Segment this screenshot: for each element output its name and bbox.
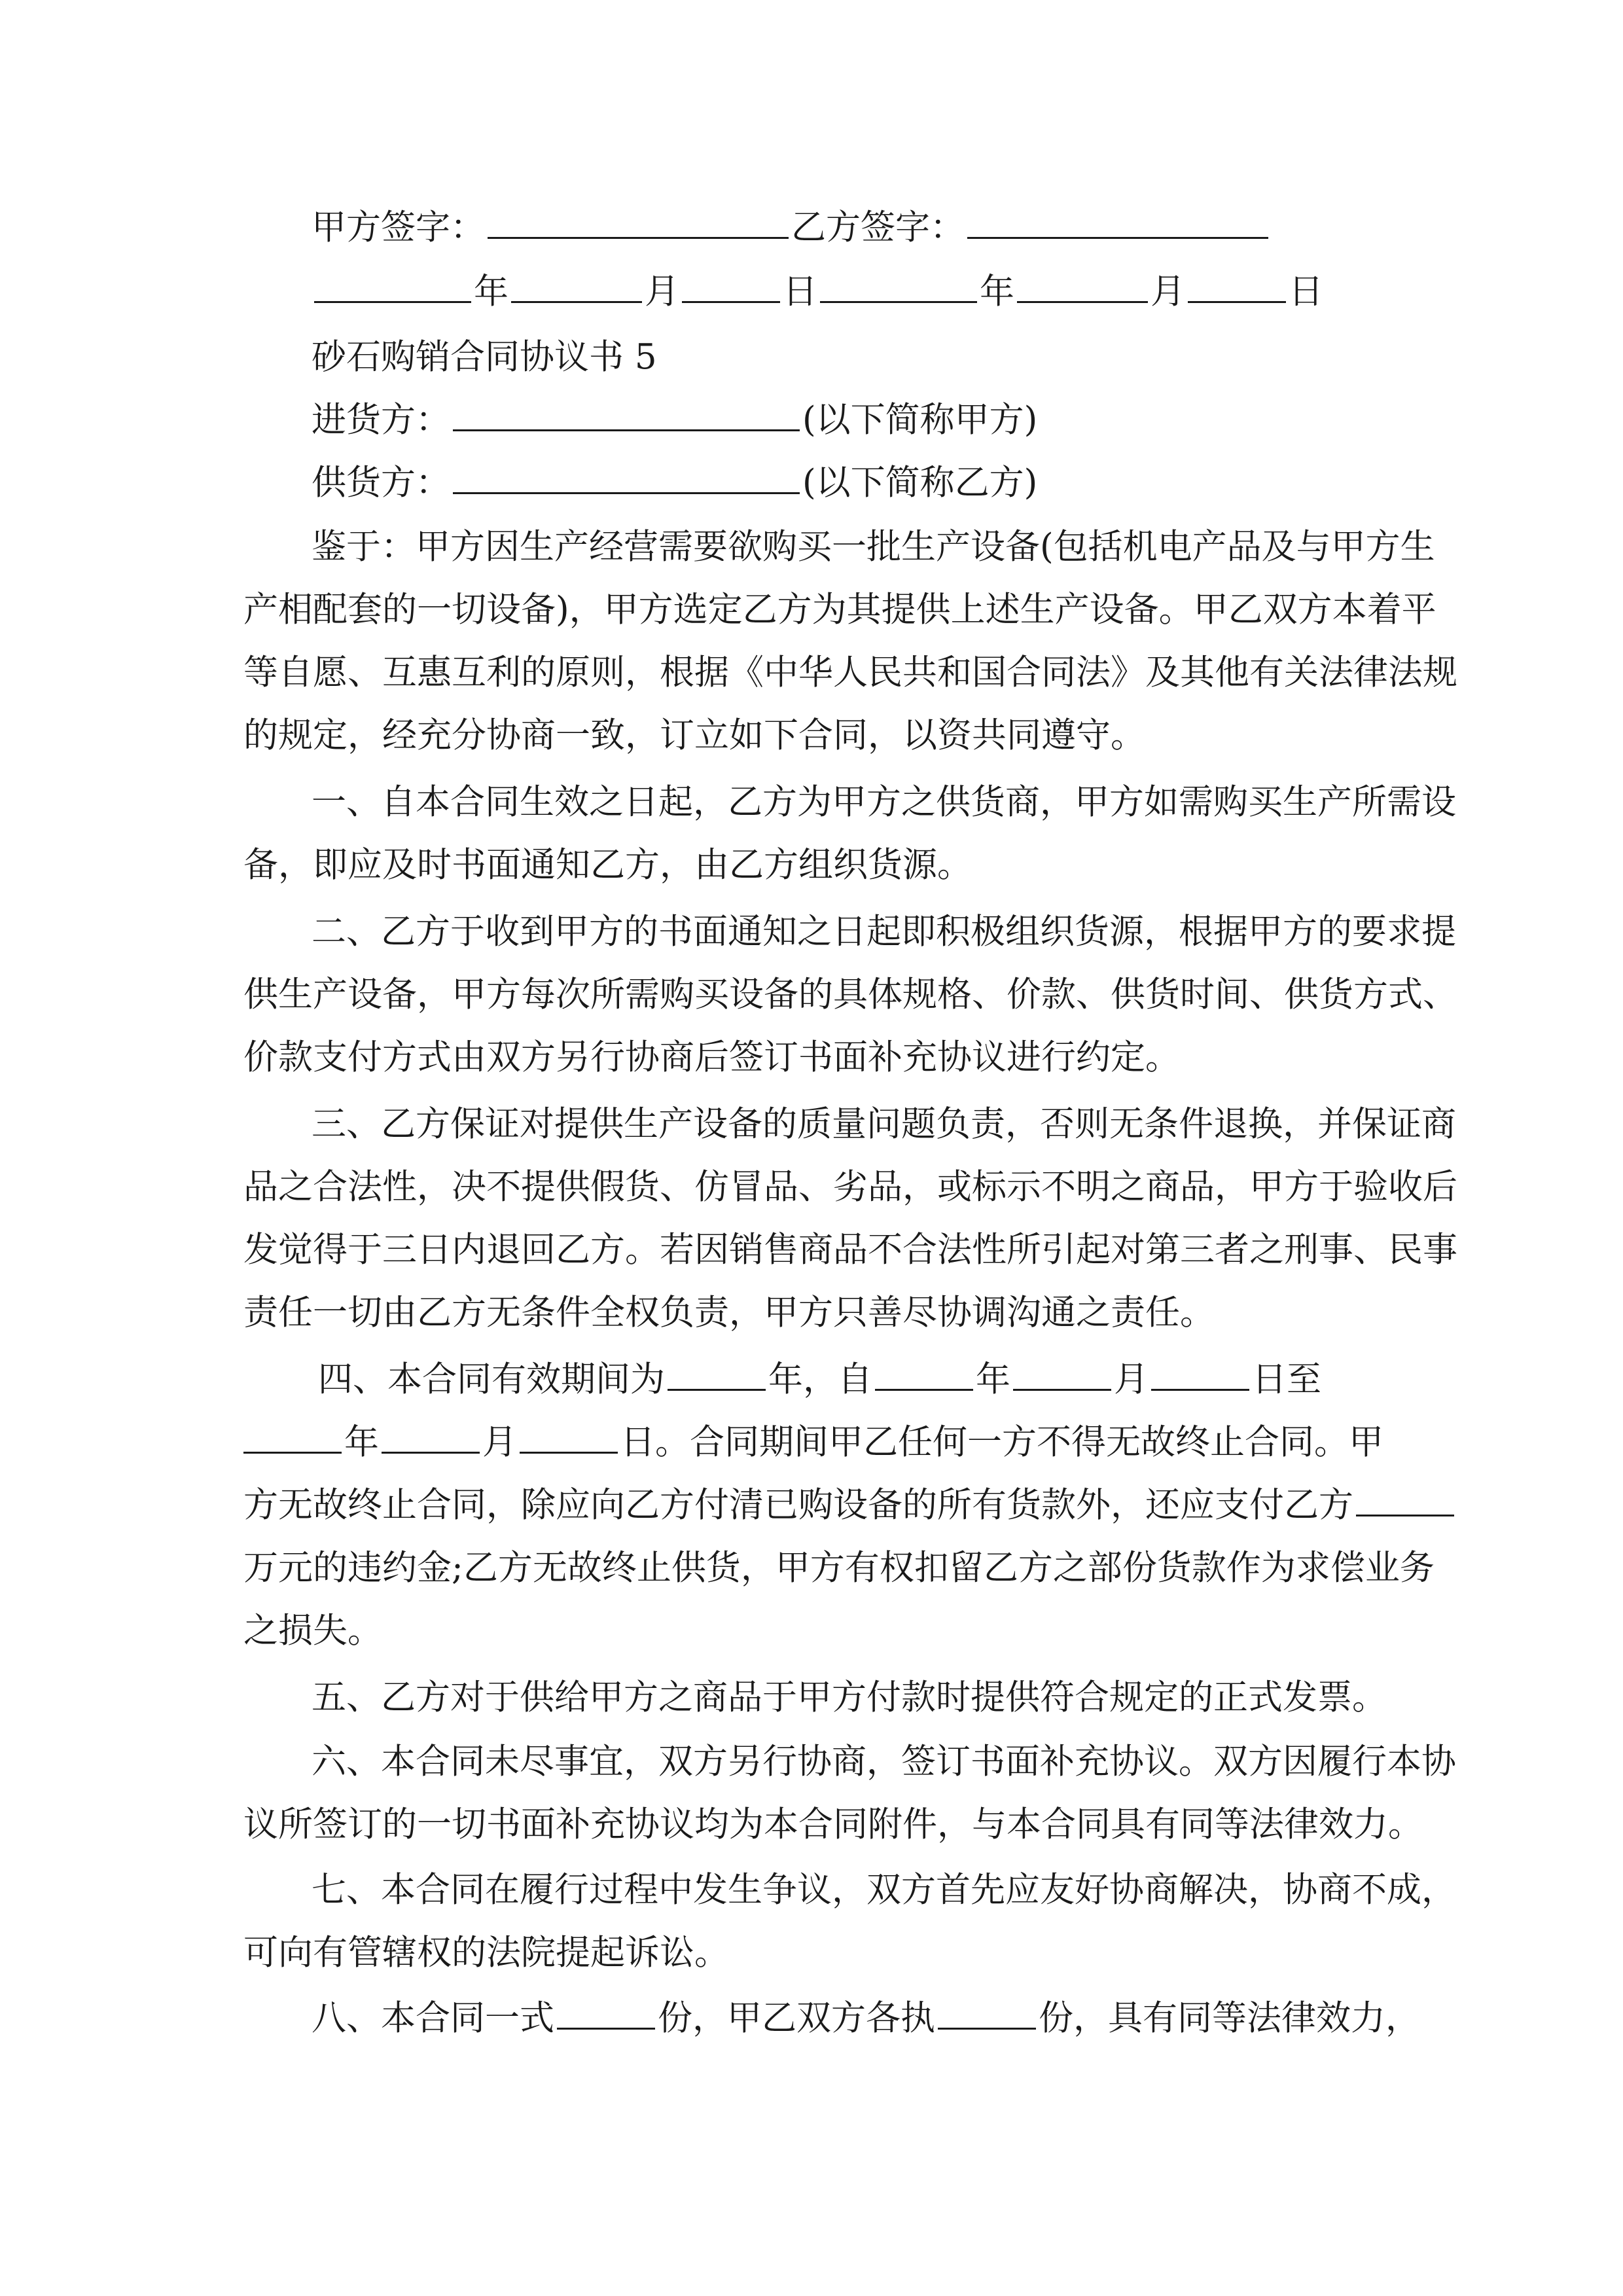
copies-each-blank[interactable] [938, 1995, 1036, 2030]
paragraph-line: 的规定，经充分协商一致，订立如下合同，以资共同遵守。 [243, 715, 1145, 755]
signature-line [312, 204, 1271, 251]
clause-4-line: 万元的违约金;乙方无故终止供货，甲方有权扣留乙方之部份货款作为求偿业务 [243, 1548, 1435, 1588]
clause-1-line: 一、自本合同生效之日起，乙方为甲方之供货商，甲方如需购买生产所需设 [312, 782, 1456, 822]
month-label: 月 [1150, 272, 1185, 312]
party-a-day-blank[interactable] [682, 268, 780, 303]
buyer-suffix: (以下简称甲方) [802, 400, 1038, 440]
clause-3-line: 三、乙方保证对提供生产设备的质量问题负责，否则无条件退换，并保证商 [312, 1104, 1456, 1144]
clause-8-text: 份，甲乙双方各执 [658, 1998, 935, 2038]
signature-date-line [312, 268, 1323, 315]
party-b-year-blank[interactable] [820, 268, 977, 303]
buyer-label: 进货方： [312, 400, 450, 440]
paragraph-line: 鉴于：甲方因生产经营需要欲购买一批生产设备(包括机电产品及与甲方生 [312, 527, 1435, 567]
start-month-blank[interactable] [1013, 1356, 1111, 1391]
party-a-month-blank[interactable] [511, 268, 642, 303]
clause-8-text: 八、本合同一式 [312, 1998, 554, 2038]
clause-4-line: 之损失。 [243, 1611, 382, 1651]
buyer-line [312, 397, 1037, 444]
day-label: 日 [1289, 272, 1323, 312]
clause-4-line [318, 1356, 1321, 1403]
clause-2-line: 供生产设备，甲方每次所需购买设备的具体规格、价款、供货时间、供货方式、 [243, 975, 1457, 1014]
clause-4-line [243, 1482, 1457, 1529]
document-title: 砂石购销合同协议书 5 [312, 337, 657, 377]
clause-2-line: 价款支付方式由双方另行协商后签订书面补充协议进行约定。 [243, 1037, 1180, 1077]
clause-4-text: 年 [976, 1359, 1010, 1399]
party-a-signature-blank[interactable] [488, 204, 789, 239]
supplier-suffix: (以下简称乙方) [802, 463, 1038, 503]
end-day-blank[interactable] [520, 1419, 618, 1454]
clause-3-line: 品之合法性，决不提供假货、仿冒品、劣品，或标示不明之商品，甲方于验收后 [243, 1167, 1457, 1207]
clause-4-prefix: 四、本合同有效期间为 [318, 1359, 665, 1399]
party-a-signature-label: 甲方签字： [312, 207, 485, 247]
party-b-signature-label: 乙方签字： [791, 207, 965, 247]
party-b-day-blank[interactable] [1188, 268, 1286, 303]
paragraph-line: 等自愿、互惠互利的原则，根据《中华人民共和国合同法》及其他有关法律法规 [243, 653, 1457, 692]
clause-1-line: 备，即应及时书面通知乙方，由乙方组织货源。 [243, 845, 972, 885]
start-year-blank[interactable] [875, 1356, 973, 1391]
start-day-blank[interactable] [1151, 1356, 1249, 1391]
end-year-blank[interactable] [243, 1419, 342, 1454]
day-label: 日 [783, 272, 817, 312]
party-b-signature-blank[interactable] [967, 204, 1268, 239]
supplier-label: 供货方： [312, 463, 450, 503]
clause-4-text: 方无故终止合同，除应向乙方付清已购设备的所有货款外，还应支付乙方 [243, 1485, 1353, 1525]
clause-4-text: 月 [482, 1422, 517, 1462]
party-a-year-blank[interactable] [314, 268, 471, 303]
buyer-name-blank[interactable] [453, 397, 800, 431]
clause-4-text: 年 [344, 1422, 379, 1462]
clause-4-line [243, 1419, 1383, 1466]
clause-4-text: 月 [1114, 1359, 1149, 1399]
clause-2-line: 二、乙方于收到甲方的书面通知之日起即积极组织货源，根据甲方的要求提 [312, 912, 1456, 952]
clause-8-line [312, 1995, 1420, 2042]
end-month-blank[interactable] [382, 1419, 480, 1454]
month-label: 月 [645, 272, 679, 312]
party-b-month-blank[interactable] [1017, 268, 1148, 303]
supplier-line [312, 459, 1037, 507]
clause-3-line: 责任一切由乙方无条件全权负责，甲方只善尽协调沟通之责任。 [243, 1293, 1215, 1333]
term-years-blank[interactable] [668, 1356, 766, 1391]
year-label: 年 [980, 272, 1014, 312]
supplier-name-blank[interactable] [453, 459, 800, 494]
clause-4-text: 日至 [1252, 1359, 1321, 1399]
paragraph-line: 产相配套的一切设备)，甲方选定乙方为其提供上述生产设备。甲乙双方本着平 [243, 590, 1436, 630]
copies-total-blank[interactable] [557, 1995, 655, 2030]
clause-5-line: 五、乙方对于供给甲方之商品于甲方付款时提供符合规定的正式发票。 [312, 1677, 1387, 1717]
clause-4-text: 年，自 [768, 1359, 872, 1399]
clause-8-text: 份，具有同等法律效力， [1039, 1998, 1420, 2038]
year-label: 年 [474, 272, 508, 312]
clause-7-line: 可向有管辖权的法院提起诉讼。 [243, 1933, 729, 1973]
penalty-amount-blank[interactable] [1356, 1482, 1454, 1516]
clause-6-line: 六、本合同未尽事宜，双方另行协商，签订书面补充协议。双方因履行本协 [312, 1742, 1456, 1782]
clause-7-line: 七、本合同在履行过程中发生争议，双方首先应友好协商解决，协商不成， [312, 1870, 1456, 1910]
clause-6-line: 议所签订的一切书面补充协议均为本合同附件，与本合同具有同等法律效力。 [243, 1804, 1423, 1844]
clause-4-text: 日。合同期间甲乙任何一方不得无故终止合同。甲 [620, 1422, 1383, 1462]
clause-3-line: 发觉得于三日内退回乙方。若因销售商品不合法性所引起对第三者之刑事、民事 [243, 1230, 1457, 1270]
